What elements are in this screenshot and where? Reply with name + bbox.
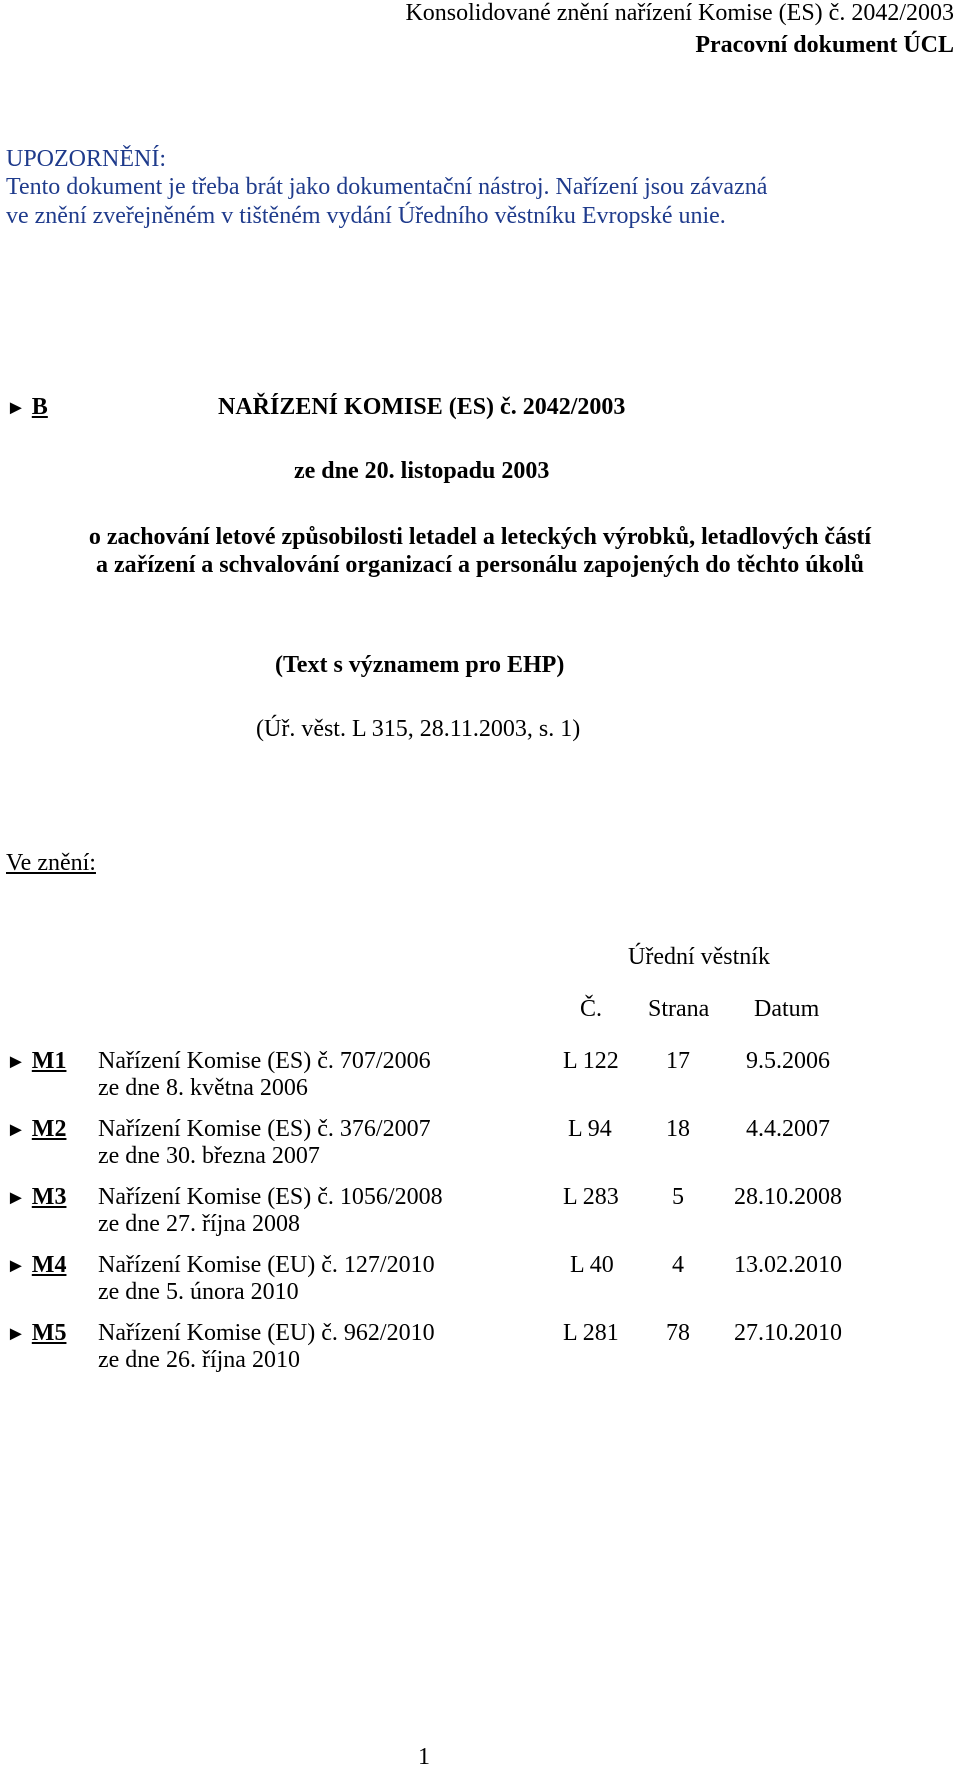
marker-m1-link[interactable]: M1 <box>31 1048 67 1074</box>
header-document-title: Konsolidované znění nařízení Komise (ES) č. 2042/2003 <box>405 0 954 26</box>
notice-line-1: Tento dokument je třeba brát jako dokumentační nástroj. Nařízení jsou závazná <box>6 174 768 200</box>
arrow-right-icon: ► <box>6 1187 26 1209</box>
amendment-title: Nařízení Komise (ES) č. 1056/2008 <box>98 1184 443 1210</box>
amendment-title: Nařízení Komise (ES) č. 376/2007 <box>98 1116 431 1142</box>
arrow-right-icon: ► <box>6 1323 26 1345</box>
amendment-oj-date: 9.5.2006 <box>746 1048 830 1074</box>
column-date-header: Datum <box>754 996 820 1022</box>
marker-m5-link[interactable]: M5 <box>31 1320 67 1346</box>
marker-m4-link[interactable]: M4 <box>31 1252 67 1278</box>
amendment-marker-m3 <box>6 1184 66 1211</box>
amendment-oj-date: 4.4.2007 <box>746 1116 830 1142</box>
regulation-marker <box>6 394 48 421</box>
amendment-oj-number: L 283 <box>563 1184 619 1210</box>
amendment-oj-number: L 281 <box>563 1320 619 1346</box>
official-journal-heading: Úřední věstník <box>628 944 770 970</box>
header-working-document: Pracovní dokument ÚCL <box>695 32 954 58</box>
amendment-oj-page: 78 <box>666 1320 690 1346</box>
marker-b-link[interactable]: B <box>31 394 48 420</box>
amendment-oj-date: 13.02.2010 <box>734 1252 842 1278</box>
notice-line-2: ve znění zveřejněném v tištěném vydání Úředního věstníku Evropské unie. <box>6 203 726 229</box>
page-number: 1 <box>418 1744 430 1770</box>
amendment-oj-page: 4 <box>672 1252 684 1278</box>
marker-m2-link[interactable]: M2 <box>31 1116 67 1142</box>
amendment-date-line: ze dne 26. října 2010 <box>98 1347 300 1373</box>
eea-relevance: (Text s významem pro EHP) <box>275 652 565 678</box>
amendment-oj-page: 18 <box>666 1116 690 1142</box>
column-page-header: Strana <box>648 996 710 1022</box>
amendment-oj-number: L 94 <box>568 1116 612 1142</box>
amendment-oj-number: L 122 <box>563 1048 619 1074</box>
amendment-oj-page: 17 <box>666 1048 690 1074</box>
amendment-oj-page: 5 <box>672 1184 684 1210</box>
amendment-title: Nařízení Komise (EU) č. 962/2010 <box>98 1320 435 1346</box>
arrow-right-icon: ► <box>6 1051 26 1073</box>
amendment-oj-number: L 40 <box>570 1252 614 1278</box>
regulation-date: ze dne 20. listopadu 2003 <box>294 458 550 484</box>
notice-heading: UPOZORNĚNÍ: <box>6 146 166 172</box>
amendment-date-line: ze dne 27. října 2008 <box>98 1211 300 1237</box>
amendment-marker-m2 <box>6 1116 66 1143</box>
arrow-right-icon: ► <box>6 1255 26 1277</box>
amendment-date-line: ze dne 5. února 2010 <box>98 1279 299 1305</box>
arrow-right-icon: ► <box>6 1119 26 1141</box>
amendment-marker-m1 <box>6 1048 66 1075</box>
amendment-marker-m5 <box>6 1320 66 1347</box>
regulation-subject-line-1: o zachování letové způsobilosti letadel a leteckých výrobků, letadlových částí <box>88 524 872 550</box>
amendment-marker-m4 <box>6 1252 66 1279</box>
amendments-heading: Ve znění: <box>6 850 96 876</box>
official-journal-reference: (Úř. věst. L 315, 28.11.2003, s. 1) <box>256 716 581 742</box>
regulation-subject-line-2: a zařízení a schvalování organizací a personálu zapojených do těchto úkolů <box>96 552 864 578</box>
arrow-right-icon: ► <box>6 397 26 419</box>
amendment-title: Nařízení Komise (EU) č. 127/2010 <box>98 1252 435 1278</box>
marker-m3-link[interactable]: M3 <box>31 1184 67 1210</box>
amendment-date-line: ze dne 8. května 2006 <box>98 1075 308 1101</box>
amendment-oj-date: 28.10.2008 <box>734 1184 842 1210</box>
column-number-header: Č. <box>580 996 603 1022</box>
regulation-title: NAŘÍZENÍ KOMISE (ES) č. 2042/2003 <box>218 394 626 420</box>
amendment-date-line: ze dne 30. března 2007 <box>98 1143 320 1169</box>
amendment-oj-date: 27.10.2010 <box>734 1320 842 1346</box>
amendment-title: Nařízení Komise (ES) č. 707/2006 <box>98 1048 431 1074</box>
